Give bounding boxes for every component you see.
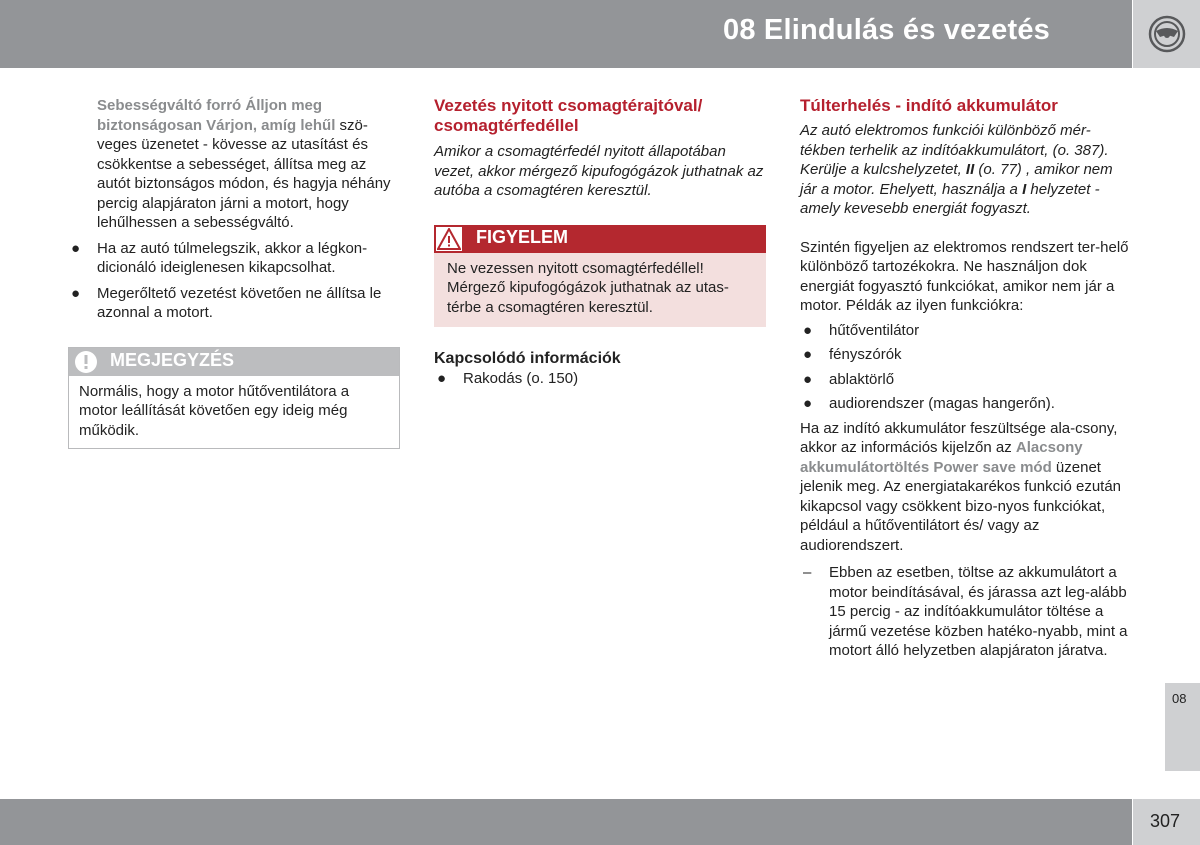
bullet-icon: ●	[803, 395, 813, 412]
bullet-icon: ●	[803, 346, 813, 363]
info-icon	[74, 350, 98, 374]
page-header	[0, 0, 1132, 68]
bullet-icon: ●	[71, 239, 81, 257]
note-body: Normális, hogy a motor hűtőventilátora a motor leállítását követően egy ideig még működik.	[79, 382, 350, 439]
instruction-step: – Ebben az esetben, töltse az akkumulátort a motor beindításával, és járassa azt leg-alább 15 percig - az indítóakkumulátor töltése a jármű vezetése közben hatéko-nyabb, mint a motort álló helyzetben alapjáraton járatva.	[803, 564, 1128, 659]
warning-triangle-icon	[437, 228, 461, 250]
column-2	[434, 96, 769, 388]
overheat-text: szö-veges üzenetet - kövesse az utasítást és csökkentse a sebességet, állítsa meg az autót biztonságos módon, és hagyja néhány percig alapjáraton járni a motort, hogy lehűlhessen a sebességváltó.	[97, 116, 391, 231]
list-item: ● audiorendszer (magas hangerőn).	[803, 395, 1055, 412]
note-box	[68, 347, 400, 450]
related-info-list	[434, 369, 769, 389]
list-item: ● Megerőltető vezetést követően ne állítsa le azonnal a motort.	[71, 284, 382, 321]
section-intro: Amikor a csomagtérfedél nyitott állapotában vezet, akkor mérgező kipufogógázok juthatnak az autóba a csomagtéren keresztül.	[434, 143, 764, 199]
overheat-paragraph	[68, 96, 403, 233]
warning-body: Ne vezessen nyitott csomagtérfedéllel! Mérgező kipufogógázok juthatnak az utas-térbe a csomagtéren keresztül.	[434, 253, 766, 328]
bullet-icon: ●	[437, 369, 447, 387]
key-position-i: I	[1022, 180, 1027, 198]
page-number: 307	[1150, 811, 1181, 831]
section-title: Túlterhelés - indító akkumulátor	[800, 96, 1058, 115]
warning-icon-frame	[436, 227, 462, 251]
chapter-side-tab	[1165, 683, 1200, 771]
chapter-icon-box	[1133, 0, 1200, 68]
list-item: ● hűtőventilátor	[803, 321, 920, 339]
display-message-text: Alacsony akkumulátortöltés Power save mód	[800, 439, 1083, 476]
note-header	[69, 348, 399, 376]
paragraph: Ha az indító akkumulátor feszültsége ala-csony, akkor az információs kijelzőn az Alacsony akkumulátortöltés Power save mód üzenet jelenik meg. Az energiatakarékos funkció ezután kikapcsol vagy csökkent bizo-nyos funkciókat, például a hűtőventilátort és/ vagy az audiorendszert.	[800, 419, 1122, 554]
chapter-title: 08 Elindulás és vezetés	[723, 14, 1050, 46]
bullet-icon: ●	[803, 370, 813, 388]
bullet-icon: ●	[71, 284, 81, 302]
list-item: ● ablaktörlő	[803, 370, 895, 388]
page-number-box	[1133, 799, 1200, 845]
overheat-bullet-list	[68, 239, 403, 323]
list-item: ● fényszórók	[803, 346, 902, 363]
display-message-text: Sebességváltó forró Álljon meg biztonságosan Várjon, amíg lehűl	[97, 97, 336, 134]
note-title: MEGJEGYZÉS	[110, 349, 235, 370]
column-1	[68, 96, 403, 449]
page-footer	[0, 799, 1132, 845]
bullet-icon: ●	[803, 321, 813, 339]
related-link[interactable]: ● Rakodás (o. 150)	[437, 369, 579, 387]
section-title: Vezetés nyitott csomagtérajtóval/ csomagtérfedéllel	[434, 96, 703, 135]
section-intro: Az autó elektromos funkciói különböző mér-tékben terhelik az indítóakkumulátort, (o. 387). Kerülje a kulcshelyzetet, II (o. 77) , amikor nem jár a motor. Ehelyett, használja a I helyzetet - amely kevesebb energiát fogyaszt.	[800, 122, 1113, 217]
warning-box	[434, 225, 766, 328]
warning-header	[434, 225, 766, 253]
paragraph: Szintén figyeljen az elektromos rendszert ter-helő különböző tartozékokra. Ne használjon dok energiát fogyasztó funkciókat, amikor nem jár a motor. Példák az ilyen funkciókra:	[800, 238, 1129, 314]
function-bullet-list	[800, 321, 1132, 414]
steering-wheel-icon	[1147, 14, 1187, 54]
dash-marker: –	[803, 564, 812, 581]
warning-title: FIGYELEM	[476, 226, 569, 247]
list-item: ● Ha az autó túlmelegszik, akkor a légkon-dicionáló ideiglenesen kikapcsolhat.	[71, 239, 368, 276]
key-position-ii: II	[965, 161, 975, 178]
chapter-tab-label: 08	[1172, 691, 1187, 706]
column-3	[800, 96, 1132, 661]
related-info-title: Kapcsolódó információk	[434, 350, 621, 367]
